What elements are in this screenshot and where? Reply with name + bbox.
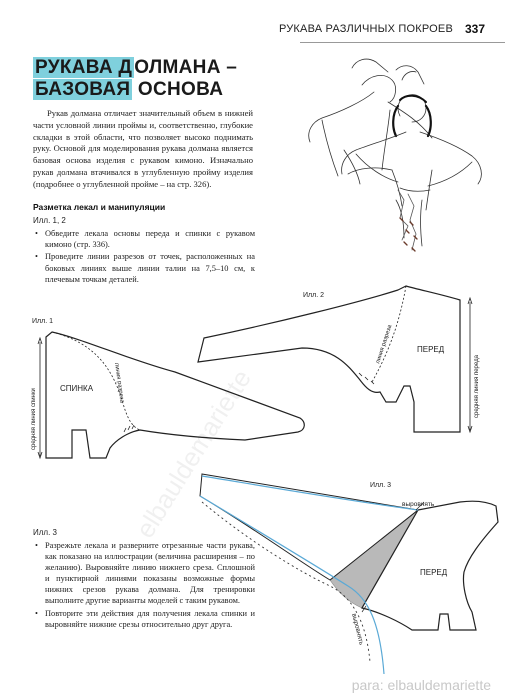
running-title: РУКАВА РАЗЛИЧНЫХ ПОКРОЕВ [278, 23, 453, 35]
ill3-text-label: Илл. 3 [33, 528, 57, 537]
section-heading: Разметка лекал и манипуляции [33, 202, 166, 212]
footer-credit: para: elbauldemariette [351, 677, 491, 693]
instruction-item: • Разрежьте лекала и разверните отрезанные части рукава, как показано на иллюстрации (величина расширения – по желанию). Выровняйте линию нижнего среза. Сплошной и пунктирной линиями показаны возможные формы нижних срезов рукава долмана. Для тренировки выполните другие варианты моделей с таким рукавом. [33, 540, 255, 607]
front-cut-label: линия разреза [375, 324, 394, 365]
title-rest-1: ОЛМАНА – [134, 57, 238, 78]
instruction-item: • Повторите эти действия для получения лекала спинки и выровняйте нижние срезы относительно друг друга. [33, 608, 255, 630]
ill3-front-name: ПЕРЕД [420, 568, 448, 577]
back-center-label: средняя линия спинки [31, 388, 37, 450]
title-highlight-1: РУКАВА Д [35, 57, 133, 78]
instruction-item: • Проведите линии разрезов от точек, расположенных на боковых линиях выше линии талии на 7,5–10 см, к плечевым точкам деталей. [33, 251, 255, 285]
title-highlight-2: БАЗОВАЯ [35, 79, 131, 100]
instruction-item: • Обведите лекала основы переда и спинки с рукавом кимоно (стр. 336). [33, 228, 255, 250]
intro-paragraph: Рукав долмана отличает значительный объем в нижней части условной линии проймы и, соответственно, глубокие складки в этой области, что позволяет высоко поднимать руку. Основой для моделирования рукава долмана является базовая основа изделия с рукавом кимоно. Изначально рукав долмана втачивался в углубленную пройму изделия (подробнее о углубленной пройме – на стр. 326). [33, 108, 253, 189]
title-rest-2: ОСНОВА [132, 79, 224, 100]
front-center-label: средняя линия переда [474, 355, 480, 418]
front-pattern-name: ПЕРЕД [417, 345, 445, 354]
ill3-diagram-label: Илл. 3 [370, 482, 391, 489]
ill2-label: Илл. 2 [303, 292, 324, 299]
back-cut-label: линия разреза [113, 362, 125, 404]
ill1-label: Илл. 1 [32, 318, 53, 325]
ill12-label: Илл. 1, 2 [33, 216, 66, 225]
align-side-label: выровнять [350, 612, 365, 646]
page-number: 337 [464, 22, 485, 36]
align-top-label: выровнять [402, 501, 435, 508]
back-pattern-name: СПИНКА [60, 384, 94, 393]
watermark-text: elbauldemariette [129, 364, 257, 544]
